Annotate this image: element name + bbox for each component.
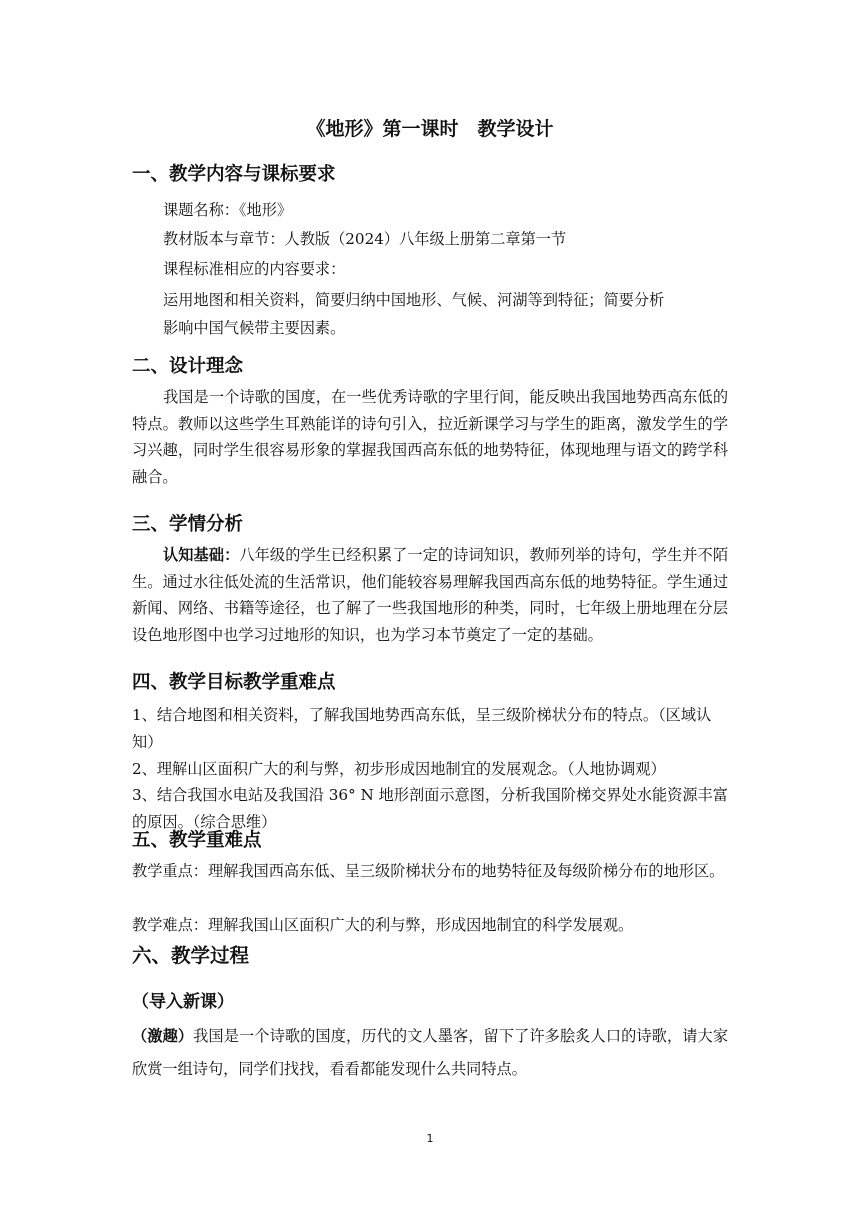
section-heading-2: 二、设计理念 bbox=[132, 356, 244, 377]
design-concept-paragraph: 我国是一个诗歌的国度，在一些优秀诗歌的字里行间，能反映出我国地势西高东低的特点。教师以这些学生耳熟能详的诗句引入，拉近新课学习与学生的距离，激发学生的学习兴趣，同时学生很容易形象的掌握我国西高东低的地势特征，体现地理与语文的跨学科融合。 bbox=[132, 388, 728, 486]
section-heading-5: 五、教学重难点 bbox=[132, 830, 262, 851]
stimulate-interest-label: （激趣） bbox=[132, 1027, 194, 1045]
goal-3: 3、结合我国水电站及我国沿 36° N 地形剖面示意图，分析我国阶梯交界处水能资源丰富的原因。（综合思维） bbox=[132, 786, 728, 831]
goal-1: 1、结合地图和相关资料，了解我国地势西高东低，呈三级阶梯状分布的特点。（区域认知） bbox=[132, 706, 712, 751]
goal-2: 2、理解山区面积广大的利与弊，初步形成因地制宜的发展观念。（人地协调观） bbox=[132, 760, 666, 778]
standard-line-2: 影响中国气候带主要因素。 bbox=[163, 319, 346, 337]
student-analysis-text: 八年级的学生已经积累了一定的诗词知识，教师列举的诗句，学生并不陌生。通过水往低处流的生活常识，他们能较容易理解我国西高东低的地势特征。学生通过新闻、网络、书籍等途径，也了解了一些我国地形的种类，同时，七年级上册地理在分层设色地形图中也学习过地形的知识，也为学习本节奠定了一定的基础。 bbox=[132, 546, 729, 644]
section-heading-1: 一、教学内容与课标要求 bbox=[132, 164, 336, 185]
student-analysis-paragraph bbox=[132, 542, 728, 648]
section-heading-3: 三、学情分析 bbox=[132, 514, 244, 535]
document-title: 《地形》第一课时 教学设计 bbox=[306, 118, 554, 140]
page-number: 1 bbox=[426, 1132, 434, 1145]
textbook-edition: 教材版本与章节：人教版（2024）八年级上册第二章第一节 bbox=[163, 230, 567, 248]
intro-subheading: （导入新课） bbox=[132, 992, 234, 1012]
intro-paragraph bbox=[132, 1020, 728, 1086]
section-heading-6: 六、教学过程 bbox=[132, 944, 250, 967]
section-heading-4: 四、教学目标教学重难点 bbox=[132, 672, 336, 693]
standard-line-1: 运用地图和相关资料，简要归纳中国地形、气候、河湖等到特征；简要分析 bbox=[163, 291, 665, 309]
intro-text: 我国是一个诗歌的国度，历代的文人墨客，留下了许多脍炙人口的诗歌，请大家欣赏一组诗句，同学们找找，看看都能发现什么共同特点。 bbox=[132, 1027, 729, 1078]
teaching-key-point: 教学重点：理解我国西高东低、呈三级阶梯状分布的地势特征及每级阶梯分布的地形区。 bbox=[132, 862, 725, 880]
standard-label: 课程标准相应的内容要求： bbox=[163, 260, 346, 278]
course-name: 课题名称：《地形》 bbox=[163, 201, 293, 219]
teaching-difficulty: 教学难点：理解我国山区面积广大的利与弊，形成因地制宜的科学发展观。 bbox=[132, 916, 634, 934]
cognitive-basis-label: 认知基础： bbox=[163, 546, 240, 564]
